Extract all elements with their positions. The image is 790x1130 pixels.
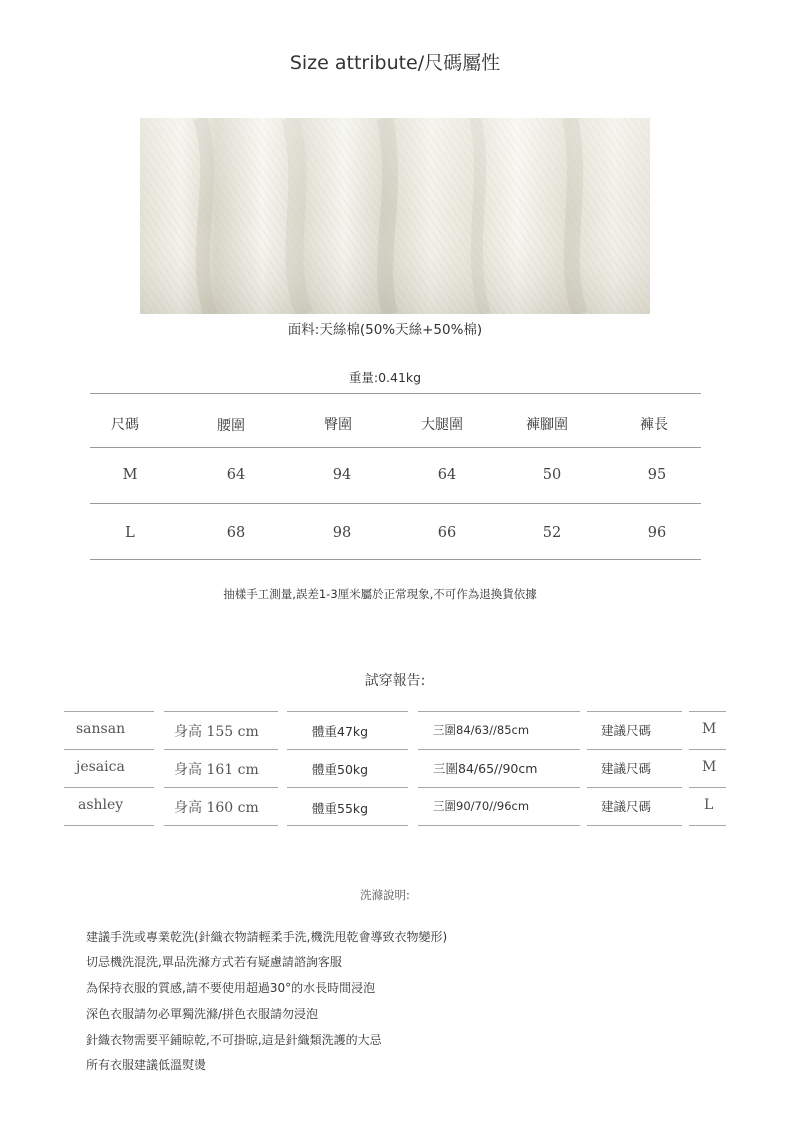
model-name: jesaica — [76, 759, 125, 775]
model-name: sansan — [76, 721, 126, 737]
header-length: 褲長 — [640, 417, 668, 433]
fit-rule — [64, 711, 154, 712]
model-measurements: 三圍84/63//85cm — [433, 723, 530, 737]
model-measurements: 三圍90/70//96cm — [433, 799, 530, 813]
fit-rule — [164, 825, 278, 826]
fit-rule — [689, 711, 726, 712]
fit-rule — [287, 749, 408, 750]
fit-rule — [164, 749, 278, 750]
fit-rule — [689, 825, 726, 826]
cell-hem: 50 — [542, 467, 562, 483]
table-rule — [90, 503, 701, 504]
fit-rule — [418, 825, 580, 826]
fit-rule — [418, 787, 580, 788]
suggest-size-label: 建議尺碼 — [601, 723, 652, 738]
model-height: 身高 155 cm — [174, 724, 259, 740]
page-title: Size attribute/尺碼屬性 — [289, 52, 501, 74]
model-name: ashley — [78, 797, 124, 813]
cell-size: M — [122, 467, 138, 483]
wash-line: 為保持衣服的質感,請不要使用超過30°的水長時間浸泡 — [86, 981, 376, 995]
fit-rule — [587, 711, 682, 712]
table-rule — [90, 447, 701, 448]
fit-rule — [587, 749, 682, 750]
suggest-size-label: 建議尺碼 — [601, 761, 652, 776]
cell-thigh: 64 — [437, 467, 457, 483]
cell-hip: 94 — [332, 467, 352, 483]
fit-rule — [587, 825, 682, 826]
fit-rule — [64, 749, 154, 750]
cell-length: 96 — [647, 525, 667, 541]
fit-rule — [418, 711, 580, 712]
cell-waist: 68 — [226, 525, 246, 541]
wash-line: 建議手洗或專業乾洗(針織衣物請輕柔手洗,機洗甩乾會導致衣物變形) — [86, 930, 448, 944]
fit-rule — [689, 749, 726, 750]
fit-rule — [164, 711, 278, 712]
wash-line: 深色衣服請勿必單獨洗滌/拼色衣服請勿浸泡 — [86, 1007, 319, 1021]
cell-hip: 98 — [332, 525, 352, 541]
cell-waist: 64 — [226, 467, 246, 483]
fit-rule — [689, 787, 726, 788]
model-measurements: 三圍84/65//90cm — [433, 761, 538, 776]
fabric-photo — [140, 118, 650, 314]
header-hem: 褲腳圍 — [526, 417, 568, 433]
cell-hem: 52 — [542, 525, 562, 541]
cell-length: 95 — [647, 467, 667, 483]
header-thigh: 大腿圍 — [421, 417, 463, 433]
fit-report-title: 試穿報告: — [364, 673, 426, 689]
cell-thigh: 66 — [437, 525, 457, 541]
weight-label: 重量:0.41kg — [348, 370, 422, 385]
fit-rule — [287, 711, 408, 712]
fit-rule — [587, 787, 682, 788]
measurement-note: 抽樣手工測量,誤差1-3厘米屬於正常現象,不可作為退換貨依據 — [223, 587, 537, 601]
fit-rule — [164, 787, 278, 788]
header-waist: 腰圍 — [217, 418, 245, 434]
model-weight: 體重47kg — [312, 724, 369, 739]
suggested-size: M — [702, 721, 717, 737]
fit-rule — [64, 787, 154, 788]
cell-size: L — [125, 525, 135, 541]
model-weight: 體重50kg — [312, 762, 369, 777]
header-hip: 臀圍 — [324, 417, 352, 433]
fit-rule — [64, 825, 154, 826]
fit-rule — [418, 749, 580, 750]
wash-line: 所有衣服建議低溫熨燙 — [86, 1058, 207, 1072]
model-height: 身高 161 cm — [174, 762, 259, 778]
model-height: 身高 160 cm — [174, 800, 259, 816]
fabric-label: 面料:天絲棉(50%天絲+50%棉) — [287, 322, 483, 338]
table-rule — [90, 393, 701, 394]
suggested-size: M — [702, 759, 717, 775]
suggested-size: L — [704, 797, 714, 813]
table-rule — [90, 559, 701, 560]
wash-title: 洗滌說明: — [360, 888, 410, 902]
wash-line: 針織衣物需要平鋪晾乾,不可掛晾,這是針織類洗護的大忌 — [86, 1033, 382, 1047]
fit-rule — [287, 787, 408, 788]
model-weight: 體重55kg — [312, 801, 369, 816]
header-size: 尺碼 — [111, 417, 139, 433]
suggest-size-label: 建議尺碼 — [601, 799, 652, 814]
fit-rule — [287, 825, 408, 826]
wash-line: 切忌機洗混洗,單品洗滌方式若有疑慮請諮詢客服 — [86, 955, 342, 969]
